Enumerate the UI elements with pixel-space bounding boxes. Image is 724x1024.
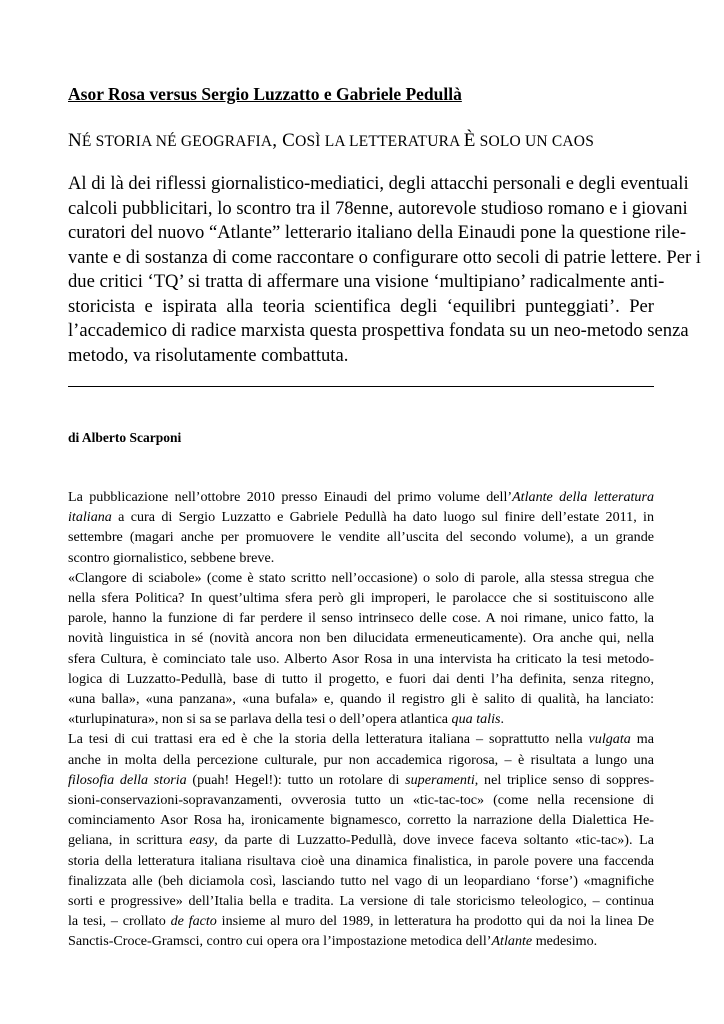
body-line (68, 770, 654, 790)
body-text: nella sfera Politica? In quest’ultima sfera però gli improperi, le parolacce che si sostituiscono alle (68, 590, 654, 607)
body-text: La tesi di cui trattasi era ed è che la storia della letteratura italiana – soprattutto nella (68, 731, 589, 748)
italic-text: easy (189, 832, 215, 849)
body-line (68, 709, 654, 729)
lead-line: metodo, va risolutamente combattuta. (68, 344, 349, 366)
italic-text: italiana (68, 509, 112, 526)
body-text: geliana, in scrittura (68, 832, 190, 849)
body-line (68, 790, 654, 810)
body-text: «Clangore di sciabole» (come è stato scritto nell’occasione) o solo di parole, alla stessa stregua che (68, 569, 654, 586)
body-text: finalizzata alle (beh diciamola così, lasciando tutto nel vago di un leopardiano ‘forse’) «magnifiche (68, 872, 654, 889)
article-lead (68, 172, 701, 368)
body-line (68, 487, 654, 507)
body-text: la tesi, – crollato (68, 913, 171, 930)
body-text: logica di Luzzatto-Pedullà, base di tutto il progetto, e fuori dai denti l’ha definita, senza ritegno, (68, 670, 654, 687)
body-text: , nel triplice senso di soppres- (474, 771, 655, 788)
body-line (68, 810, 654, 830)
headline-part: È (463, 130, 476, 151)
body-text: insieme al muro del 1989, in letteratura ha prodotto qui da noi la linea De (216, 913, 655, 930)
body-text: anche in molta della percezione culturale, pur non accademica rigorosa, – è risultata a lungo una (68, 751, 654, 768)
body-line (68, 750, 654, 770)
italic-text: filosofia della storia (68, 771, 187, 788)
body-line (68, 628, 654, 648)
italic-text: qua talis (451, 711, 501, 728)
body-line (68, 830, 654, 850)
lead-line: calcoli pubblicitari, lo scontro tra il 78enne, autorevole studioso romano e i giovani (68, 197, 688, 219)
body-text: novità linguistica in sé (novità ancora non ben dilucidata ermeneuticamente). Ora anche qui, nella (68, 630, 654, 647)
lead-line: Al di là dei riflessi giornalistico-mediatici, degli attacchi personali e degli eventuali (68, 173, 689, 194)
body-text: sioni-conservazioni-sopravanzamenti, ovverosia tutto un «tic-tac-toc» (come nella recensione di (68, 792, 654, 809)
lead-line: storicista e ispirata alla teoria scientifica degli ‘equilibri punteggiati’. Per (68, 295, 654, 317)
body-text: . (500, 711, 505, 728)
italic-text: Atlante della letteratura (512, 489, 654, 505)
body-line (68, 548, 654, 568)
italic-text: Atlante (491, 933, 533, 950)
body-line (68, 507, 654, 527)
italic-text: de facto (170, 913, 217, 930)
body-text: scontro giornalistico, sebbene breve. (68, 549, 275, 566)
body-line (68, 568, 654, 588)
article-supertitle: Asor Rosa versus Sergio Luzzatto e Gabriele Pedullà (68, 84, 462, 104)
body-text: (puah! Hegel!): tutto un rotolare di (186, 771, 406, 788)
body-text: Sanctis-Croce-Gramsci, contro cui opera ora l’impostazione metodica dell’ (68, 933, 492, 950)
body-line (68, 871, 654, 891)
article-body (68, 487, 654, 952)
lead-line: vante e di sostanza di come raccontare o configurare otto secoli di patrie lettere. Per i (68, 246, 701, 268)
headline-part: SOLO UN CAOS (475, 133, 595, 150)
italic-text: vulgata (588, 731, 631, 748)
article-headline (68, 130, 654, 152)
headline-part: OSÌ LA LETTERATURA (295, 133, 464, 150)
body-line (68, 669, 654, 689)
body-text: sfera Cultura, è cominciato tale uso. Alberto Asor Rosa in una intervista ha criticato la tesi metodo- (68, 650, 654, 667)
body-text: settembre (magari anche per promuovere le vendite all’uscita del secondo volume), a un grande (68, 529, 654, 546)
headline-part: , C (272, 130, 296, 151)
body-text: «una balla», «una panzana», «una bufala» e, quando il registro gli è salito di qualità, ha lanciato: (68, 691, 654, 708)
body-line (68, 588, 654, 608)
body-line (68, 851, 654, 871)
body-line (68, 608, 654, 628)
headline-part: É STORIA NÉ GEOGRAFIA (81, 133, 273, 150)
lead-line: due critici ‘TQ’ si tratta di affermare una visione ‘multipiano’ radicalmente anti- (68, 271, 665, 292)
body-text: ma (630, 731, 654, 748)
body-line (68, 891, 654, 911)
body-text: parole, hanno la funzione di far perdere il senso intrinseco delle cose. A noi rimane, unico fatto, la (68, 610, 654, 627)
body-line (68, 527, 654, 547)
body-text: a cura di Sergio Luzzatto e Gabriele Pedullà ha dato luogo sul finire dell’estate 2011, in (111, 509, 654, 526)
body-line (68, 931, 654, 951)
body-text: storia della letteratura italiana risultava cioè una dinamica finalistica, in parole povere una faccenda (68, 852, 654, 869)
lead-line: l’accademico di radice marxista questa prospettiva fondata su un neo-metodo senza (68, 320, 689, 341)
article-byline: di Alberto Scarponi (68, 430, 182, 445)
body-line (68, 649, 654, 669)
body-text: cominciamento Asor Rosa ha, ironicamente bignamesco, corretto la narrazione della Dialettica He- (68, 812, 654, 829)
body-text: medesimo. (532, 933, 598, 950)
body-line (68, 729, 654, 749)
body-line (68, 911, 654, 931)
body-line (68, 689, 654, 709)
body-text: «turlupinatura», non si sa se parlava della tesi o dell’opera atlantica (68, 711, 452, 728)
italic-text: superamenti (405, 771, 475, 788)
lead-line: curatori del nuovo “Atlante” letterario italiano della Einaudi pone la questione rile- (68, 222, 687, 243)
body-text: La pubblicazione nell’ottobre 2010 presso Einaudi del primo volume dell’ (68, 489, 513, 505)
separator-rule (68, 386, 654, 387)
headline-part: N (68, 130, 82, 151)
body-text: sorti e progressive» dell’Italia bella e tradita. La versione di tale storicismo teleologico, – continua (68, 893, 654, 910)
body-text: , da parte di Luzzatto-Pedullà, dove invece faceva soltanto «tic-tac»). La (214, 832, 654, 849)
